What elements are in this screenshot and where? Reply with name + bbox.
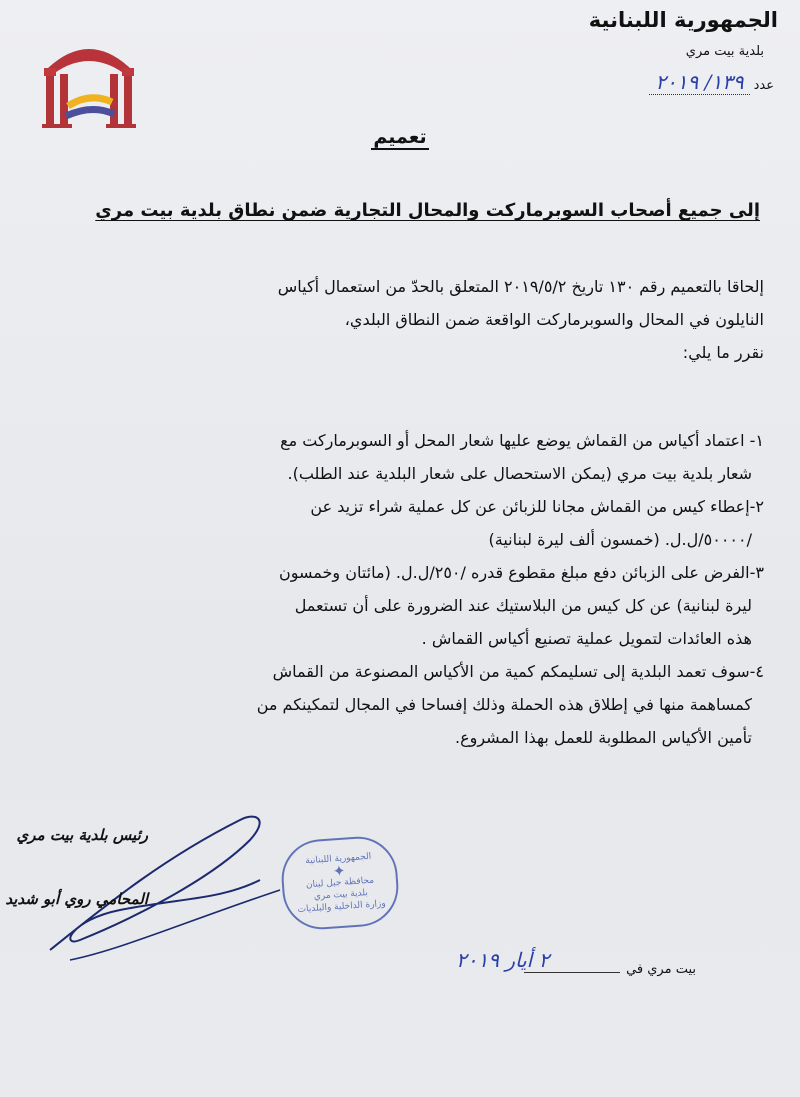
decision-line: /٥٠٠٠٠/ل.ل. (خمسون ألف ليرة لبنانية): [488, 530, 752, 549]
reference-number: ١٣٩/ ٢٠١٩: [649, 70, 749, 95]
municipality-name: بلدية بيت مري: [685, 44, 764, 59]
republic-heading: الجمهورية اللبنانية: [588, 8, 778, 32]
decision-item-2: [34, 490, 764, 556]
signatory-title: رئيس بلدية بيت مري: [16, 826, 148, 844]
addressee-line: إلى جميع أصحاب السوبرماركت والمحال التجارية ضمن نطاق بلدية بيت مري: [95, 200, 760, 221]
reference-label: عدد: [753, 78, 774, 93]
decision-line: ليرة لبنانية) عن كل كيس من البلاستيك عند الضرورة على أن تستعمل: [294, 596, 752, 615]
decision-item-3: [34, 556, 764, 655]
intro-line: النايلون في المحال والسوبرماركت الواقعة ضمن النطاق البلدي،: [344, 310, 764, 329]
decision-line: ٤-سوف تعمد البلدية إلى تسليمكم كمية من الأكياس المصنوعة من القماش: [272, 662, 764, 681]
decision-item-4: [34, 655, 764, 754]
stamp-line: محافظة جبل لبنان: [305, 875, 375, 891]
intro-line: نقرر ما يلي:: [682, 343, 764, 362]
cedar-icon: ✦: [332, 861, 347, 881]
handwritten-date: ٢ أيار ٢٠١٩: [456, 948, 550, 972]
intro-paragraph: [34, 270, 764, 369]
intro-line: إلحاقا بالتعميم رقم ١٣٠ تاريخ ٢٠١٩/٥/٢ المتعلق بالحدّ من استعمال أكياس: [277, 277, 764, 296]
date-underline: [524, 972, 620, 973]
decision-item-1: [34, 424, 764, 490]
stamp-line: بلدية بيت مري: [313, 888, 369, 902]
decision-list: [34, 424, 764, 754]
document-title: [0, 126, 800, 148]
stamp-line: وزارة الداخلية والبلديات: [297, 898, 387, 916]
decision-line: شعار بلدية بيت مري (يمكن الاستحصال على شعار البلدية عند الطلب).: [287, 464, 752, 483]
official-stamp: [279, 834, 401, 932]
decision-line: ٣-الفرض على الزبائن دفع مبلغ مقطوع قدره /٢٥٠/ل.ل. (مائتان وخمسون: [278, 563, 764, 582]
decision-line: كمساهمة منها في إطلاق هذه الحملة وذلك إفساحا في المجال لتمكينكم من: [256, 695, 752, 714]
stamp-line: الجمهورية اللبنانية: [305, 851, 372, 867]
municipality-logo: [40, 34, 138, 130]
decision-line: تأمين الأكياس المطلوبة للعمل بهذا المشروع.: [454, 728, 752, 747]
document-title-text: تعميم: [373, 126, 427, 148]
reference-row: [649, 70, 774, 95]
place-date-row: [524, 962, 696, 977]
decision-line: ١- اعتماد أكياس من القماش يوضع عليها شعار المحل أو السوبرماركت مع: [280, 431, 764, 450]
decision-line: ٢-إعطاء كيس من القماش مجانا للزبائن عن كل عملية شراء تزيد عن: [310, 497, 764, 516]
signatory-name: المحامي روي أبو شديد: [5, 890, 148, 908]
place-label: بيت مري في: [626, 962, 696, 977]
decision-line: هذه العائدات لتمويل عملية تصنيع أكياس القماش .: [421, 629, 752, 648]
